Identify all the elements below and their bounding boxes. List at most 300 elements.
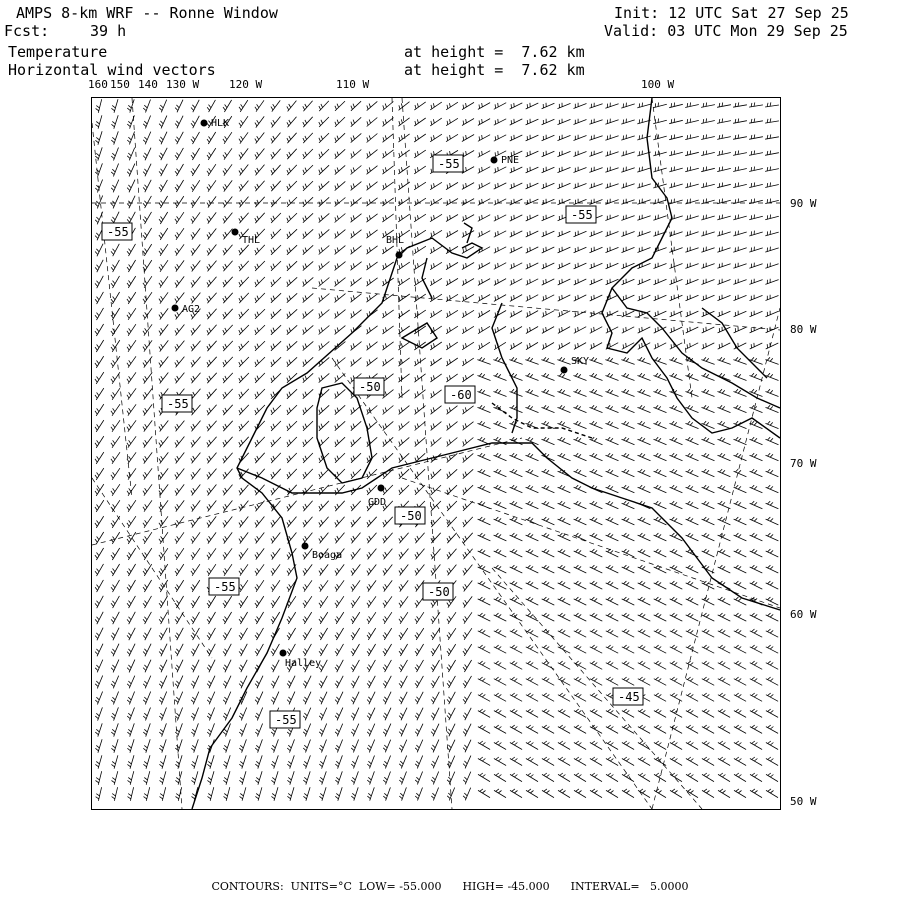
wind-barb: [590, 469, 603, 477]
wind-barb: [574, 757, 586, 766]
wind-barb: [223, 453, 233, 464]
wind-barb: [494, 373, 507, 380]
wind-barb: [143, 372, 152, 383]
wind-barb: [159, 148, 167, 160]
wind-barb: [510, 629, 522, 637]
wind-barb: [303, 724, 311, 737]
wind-barb: [431, 422, 442, 431]
wind-barb: [701, 231, 714, 237]
wind-barb: [191, 644, 199, 656]
wind-barb: [335, 117, 345, 127]
wind-barb: [255, 245, 265, 255]
wind-barb: [494, 677, 506, 685]
wind-barb: [399, 437, 410, 446]
wind-barb: [224, 787, 230, 801]
wind-barb: [606, 613, 619, 621]
wind-barb: [383, 772, 390, 785]
wind-barb: [95, 244, 103, 257]
wind-barb: [718, 469, 731, 477]
wind-barb: [207, 229, 216, 240]
wind-barb: [478, 773, 490, 782]
wind-barb: [383, 644, 392, 656]
wind-barb: [766, 661, 778, 669]
wind-barb: [415, 565, 425, 576]
wind-barb: [669, 119, 683, 124]
wind-barb: [494, 661, 506, 669]
wind-barb: [749, 182, 763, 187]
station-gdd: [368, 485, 386, 509]
wind-barb: [287, 405, 297, 415]
wind-barb: [191, 676, 199, 689]
wind-barb: [606, 263, 619, 269]
wind-barb: [143, 564, 152, 576]
wind-barb: [383, 740, 391, 753]
wind-barb: [638, 373, 651, 380]
wind-barb: [255, 277, 265, 287]
wind-barb: [510, 295, 522, 302]
wind-barb: [335, 628, 344, 640]
wind-barb: [335, 405, 345, 414]
wind-barb: [159, 260, 168, 272]
wind-barb: [271, 165, 281, 175]
wind-barb: [749, 215, 763, 220]
station-boaga: [302, 543, 343, 562]
wind-barb: [590, 645, 602, 653]
wind-barb: [494, 693, 506, 701]
wind-barb: [574, 183, 587, 189]
wind-barb: [255, 325, 265, 335]
wind-barb: [239, 165, 248, 176]
wind-barb: [542, 565, 555, 573]
wind-barb: [271, 596, 280, 608]
wind-barb: [319, 101, 329, 111]
wind-barb: [750, 757, 762, 766]
wind-barb: [319, 564, 328, 575]
wind-barb: [303, 628, 312, 640]
wind-barb: [526, 373, 539, 380]
wind-barb: [303, 405, 313, 415]
wind-barb: [319, 117, 329, 127]
wind-barb: [143, 628, 151, 640]
wind-barb: [127, 196, 135, 209]
wind-barb: [271, 660, 279, 672]
wind-barb: [447, 438, 458, 447]
wind-barb: [223, 389, 233, 399]
wind-barb: [766, 343, 779, 349]
wind-barb: [463, 724, 471, 737]
wind-barb: [351, 101, 361, 111]
wind-barb: [478, 693, 490, 701]
wind-barb: [669, 183, 682, 188]
wind-barb: [207, 148, 216, 160]
wind-barb: [462, 215, 474, 222]
wind-barb: [430, 262, 442, 269]
graticule-line-70w-east: [402, 478, 780, 608]
wind-barb: [143, 340, 152, 351]
wind-barb: [750, 565, 763, 573]
wind-barb: [447, 676, 455, 688]
wind-barb: [366, 246, 377, 254]
wind-barb: [670, 501, 683, 509]
wind-barb: [239, 628, 248, 640]
wind-barb: [191, 180, 200, 192]
wind-barb: [415, 533, 425, 544]
wind-barb: [255, 644, 263, 656]
wind-barb: [590, 581, 603, 589]
wind-barb: [111, 580, 120, 592]
coastline-south-dashed: [492, 403, 592, 438]
wind-barb: [670, 437, 683, 445]
wind-barb: [654, 661, 666, 669]
wind-barb: [430, 230, 442, 237]
wind-barb: [478, 789, 490, 798]
wind-barb: [303, 357, 313, 366]
wind-barb: [207, 771, 214, 784]
wind-barb: [351, 771, 358, 784]
wind-barb: [686, 629, 698, 637]
wind-barb: [255, 596, 264, 608]
wind-barb: [701, 215, 714, 220]
wind-barb: [207, 389, 217, 399]
wind-barb: [734, 485, 747, 493]
wind-barb: [558, 311, 570, 317]
wind-barb: [351, 421, 361, 430]
wind-barb: [733, 135, 747, 140]
wind-barb: [175, 212, 184, 224]
wind-barb: [589, 151, 602, 157]
wind-barb: [111, 532, 120, 544]
wind-barb: [175, 453, 184, 464]
wind-barb: [207, 196, 216, 207]
wind-barb: [398, 310, 409, 318]
wind-barb: [606, 773, 618, 782]
svg-text:-55: -55: [438, 157, 460, 171]
wind-barb: [111, 723, 118, 736]
wind-barb: [350, 262, 361, 271]
wind-barb: [526, 119, 539, 125]
wind-barb: [303, 389, 313, 398]
wind-barb: [462, 102, 474, 109]
wind-barb: [670, 263, 683, 269]
wind-barb: [733, 279, 746, 285]
wind-barb: [127, 212, 135, 224]
wind-barb: [478, 326, 490, 333]
wind-barb: [143, 739, 150, 752]
wind-barb: [319, 787, 326, 800]
svg-text:-50: -50: [359, 380, 381, 394]
wind-barb: [590, 421, 603, 428]
wind-barb: [335, 198, 346, 207]
wind-barb: [159, 692, 167, 705]
wind-barb: [351, 580, 360, 591]
wind-barb: [175, 164, 184, 176]
wind-barb: [303, 787, 310, 800]
wind-barb: [558, 343, 570, 350]
wind-barb: [351, 676, 359, 688]
wind-barb: [335, 437, 345, 447]
wind-barb: [207, 644, 215, 656]
wind-barb: [510, 311, 522, 318]
wind-barb: [127, 132, 134, 145]
wind-barb: [702, 597, 715, 605]
wind-barb: [223, 755, 230, 768]
wind-barb: [127, 580, 136, 592]
wind-barb: [590, 247, 603, 253]
wind-barb: [574, 725, 586, 733]
wind-barb: [335, 692, 343, 705]
wind-barb: [127, 372, 136, 383]
wind-barb: [239, 724, 246, 737]
wind-barb: [111, 660, 119, 673]
wind-barb: [526, 741, 538, 750]
wind-barb: [462, 183, 474, 190]
wind-barb: [382, 214, 393, 222]
wind-barb: [414, 134, 426, 142]
wind-barb: [127, 356, 136, 367]
wind-barb: [303, 692, 311, 705]
wind-barb: [95, 596, 103, 608]
wind-barb: [366, 294, 377, 302]
wind-barb: [366, 262, 377, 270]
wind-barb: [526, 709, 538, 717]
wind-barb: [271, 533, 280, 544]
wind-barb: [446, 231, 458, 238]
wind-barb: [654, 581, 667, 589]
wind-barb: [319, 373, 330, 382]
wind-barb: [111, 131, 118, 144]
wind-barb: [766, 533, 779, 541]
wind-barb: [590, 709, 602, 717]
wind-barb: [159, 324, 168, 335]
wind-barb: [653, 135, 666, 140]
wind-barb: [605, 357, 618, 364]
wind-barb: [686, 485, 699, 493]
wind-barb: [766, 581, 779, 589]
wind-barb: [271, 692, 279, 705]
wind-barb: [367, 118, 378, 127]
wind-barb: [542, 597, 555, 605]
wind-barb: [558, 263, 571, 269]
wind-barb: [478, 661, 490, 669]
wind-barb: [159, 228, 168, 240]
wind-barb: [654, 279, 667, 285]
wind-barb: [510, 581, 523, 589]
wind-barb: [398, 294, 410, 302]
wind-barb: [431, 533, 441, 543]
wind-barb: [574, 629, 586, 637]
contour-label: [423, 583, 453, 600]
wind-barb: [175, 325, 185, 336]
wind-barb: [127, 548, 136, 560]
wind-barb: [702, 757, 714, 766]
wind-barb: [95, 131, 102, 144]
wind-barb: [255, 580, 264, 592]
wind-barb: [303, 149, 313, 159]
wind-barb: [734, 645, 746, 653]
wind-barb: [159, 676, 167, 689]
wind-barb: [223, 548, 232, 559]
wind-barb: [239, 771, 246, 784]
wind-barb: [669, 357, 682, 364]
wind-barb: [191, 277, 201, 288]
wind-barb: [207, 277, 217, 288]
wind-barb: [191, 580, 200, 592]
wind-barb: [734, 533, 747, 541]
wind-barb: [638, 629, 650, 637]
wind-barb: [638, 773, 650, 782]
svg-text:-55: -55: [107, 225, 129, 239]
wind-barb: [606, 405, 619, 412]
wind-barb: [734, 677, 746, 685]
wind-barb: [382, 246, 393, 254]
wind-barb: [670, 725, 682, 733]
wind-barb: [478, 469, 491, 477]
wind-barb: [383, 406, 394, 415]
wind-barb: [463, 533, 473, 543]
wind-barb: [127, 244, 136, 256]
init-time: Init: 12 UTC Sat 27 Sep 25: [614, 4, 849, 22]
wind-barb: [95, 628, 103, 641]
wind-barb: [95, 340, 104, 352]
wind-barb: [255, 755, 262, 768]
wind-barb: [415, 422, 426, 431]
wind-barb: [382, 150, 393, 158]
wind-barb: [654, 389, 667, 396]
wind-barb: [191, 469, 201, 480]
wind-barb: [367, 580, 376, 591]
wind-barb: [638, 597, 651, 605]
wind-barb: [111, 99, 118, 112]
wind-barb: [702, 437, 715, 445]
wind-barb: [766, 709, 778, 717]
svg-text:-55: -55: [571, 208, 593, 222]
wind-barb: [478, 453, 491, 461]
wind-barb: [526, 661, 538, 669]
wind-barb: [478, 645, 490, 653]
wind-barb: [749, 151, 763, 156]
wind-barb: [494, 453, 507, 461]
wind-barb: [159, 196, 168, 208]
wind-barb: [239, 421, 249, 431]
wind-barb: [175, 500, 184, 511]
coastline-berkner-island: [317, 383, 372, 483]
wind-barb: [143, 292, 152, 304]
wind-barb: [558, 453, 571, 461]
wind-barb: [622, 741, 634, 750]
wind-barb: [750, 533, 763, 541]
wind-barb: [351, 166, 362, 175]
wind-barb: [239, 197, 249, 208]
wind-barb: [367, 358, 378, 367]
station-halley: [280, 650, 322, 670]
wind-barb: [447, 469, 457, 478]
wind-barb: [494, 549, 507, 557]
wind-barb: [590, 725, 602, 733]
wind-barb: [191, 148, 200, 160]
wind-barb: [303, 612, 312, 624]
wind-barb: [382, 342, 393, 350]
wind-barb: [750, 295, 763, 301]
wind-barb: [367, 708, 375, 721]
wind-barb: [718, 693, 730, 701]
wind-barb: [478, 135, 490, 142]
wind-barb: [621, 167, 634, 173]
wind-barb: [111, 148, 118, 161]
wind-barb: [431, 692, 439, 704]
wind-barb: [733, 357, 746, 364]
wind-barb: [750, 405, 763, 412]
station-thl: [232, 229, 261, 247]
wind-barb: [160, 771, 166, 784]
wind-barb: [685, 183, 698, 188]
wind-barb: [590, 263, 603, 269]
wind-barb: [239, 532, 248, 543]
wind-barb: [367, 628, 376, 640]
wind-barb: [590, 789, 602, 798]
wind-barb: [271, 517, 281, 528]
wind-barb: [766, 295, 779, 301]
wind-barb: [654, 533, 667, 541]
wind-barb: [207, 212, 216, 223]
wind-barb: [654, 405, 667, 412]
wind-barb: [383, 580, 392, 591]
wind-barb: [143, 100, 150, 113]
wind-barb: [383, 533, 393, 544]
wind-barb: [702, 725, 714, 733]
wind-barb: [526, 517, 539, 525]
wind-barb: [414, 102, 425, 110]
wind-barb: [463, 453, 474, 462]
wind-barb: [558, 501, 571, 509]
wind-barb: [303, 165, 313, 175]
wind-barb: [430, 246, 442, 253]
wind-barb: [127, 692, 134, 705]
wind-barb: [637, 103, 650, 108]
wind-barb: [702, 327, 715, 333]
wind-barb: [96, 787, 102, 801]
wind-barb: [287, 755, 294, 768]
wind-barb: [175, 484, 184, 495]
wind-barb: [766, 517, 779, 525]
wind-barb: [287, 644, 295, 656]
wind-barb: [127, 500, 136, 512]
wind-barb: [765, 215, 779, 220]
wind-barb: [239, 548, 248, 559]
wind-barb: [606, 501, 619, 509]
wind-barb: [191, 532, 200, 543]
wind-barb: [430, 214, 442, 221]
wind-barb: [542, 741, 554, 750]
wind-barb: [606, 485, 619, 493]
wind-barb: [542, 247, 555, 253]
wind-barb: [685, 119, 699, 124]
wind-barb: [319, 676, 327, 688]
wind-barb: [95, 356, 104, 368]
wind-barb: [766, 757, 778, 766]
svg-text:Boaga: Boaga: [312, 550, 343, 561]
wind-barb: [574, 405, 587, 412]
wind-barb: [95, 196, 103, 209]
wind-barb: [127, 468, 136, 479]
wind-barb: [574, 343, 586, 350]
wind-barb: [143, 436, 152, 447]
wind-barb: [574, 373, 587, 380]
wind-barb: [351, 230, 362, 239]
wind-barb: [510, 167, 523, 173]
wind-barb: [702, 295, 715, 301]
wind-barb: [734, 437, 747, 445]
wind-barb: [718, 311, 731, 317]
